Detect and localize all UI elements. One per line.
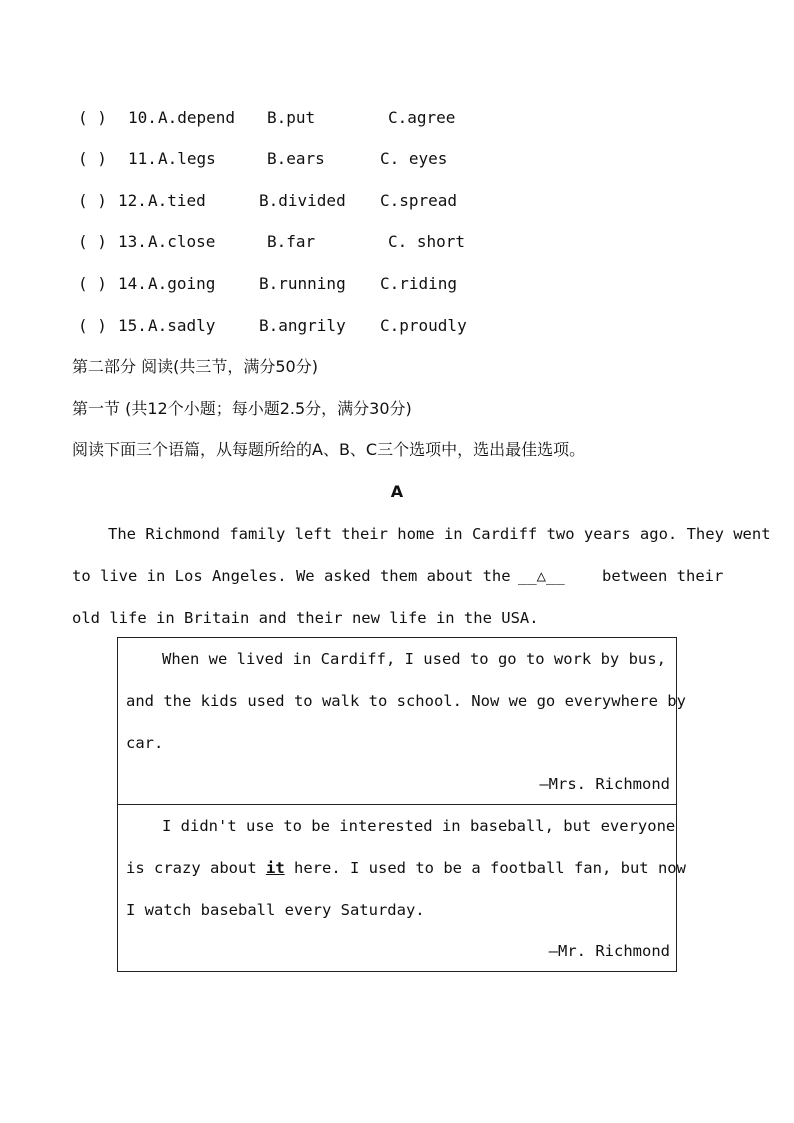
quote-signature: —Mrs. Richmond bbox=[539, 775, 670, 793]
answer-paren: ( ) bbox=[78, 149, 107, 168]
quote-line bbox=[126, 857, 686, 879]
option-b: B.far bbox=[267, 232, 316, 251]
quote-signature: —Mr. Richmond bbox=[548, 942, 670, 960]
option-b: B.running bbox=[259, 274, 346, 293]
quote-line: car. bbox=[126, 734, 164, 752]
question-number: 13. bbox=[118, 232, 147, 251]
option-b: B.put bbox=[267, 108, 316, 127]
answer-paren: ( ) bbox=[78, 232, 107, 251]
option-b: B.ears bbox=[267, 149, 325, 168]
option-b: B.angrily bbox=[259, 316, 346, 335]
quote-text: is crazy about bbox=[126, 859, 257, 877]
passage-line: The Richmond family left their home in Cardiff two years ago. They went bbox=[108, 525, 771, 543]
quote-line: and the kids used to walk to school. Now we go everywhere by bbox=[126, 692, 686, 710]
question-number: 12. bbox=[118, 191, 147, 210]
option-c: C. short bbox=[388, 232, 466, 251]
question-number: 10. bbox=[128, 108, 157, 127]
quote-table bbox=[117, 637, 686, 972]
passage-text: between their bbox=[602, 567, 724, 585]
passage-heading: A bbox=[390, 482, 404, 501]
quote-cell bbox=[118, 638, 686, 805]
option-a: A.going bbox=[148, 274, 216, 293]
quote-line: I watch baseball every Saturday. bbox=[126, 901, 425, 919]
question-number: 11. bbox=[128, 149, 157, 168]
answer-paren: ( ) bbox=[78, 274, 107, 293]
option-a: A.depend bbox=[158, 108, 236, 127]
option-a: A.tied bbox=[148, 191, 206, 210]
highlighted-word: it bbox=[266, 859, 285, 877]
answer-paren: ( ) bbox=[78, 316, 107, 335]
option-c: C.proudly bbox=[380, 316, 467, 335]
option-c: C.agree bbox=[388, 108, 456, 127]
subsection-title: 第一节 (共12个小题；每小题2.5分，满分30分) bbox=[72, 399, 412, 418]
option-a: A.close bbox=[148, 232, 216, 251]
question-number: 14. bbox=[118, 274, 147, 293]
option-a: A.legs bbox=[158, 149, 216, 168]
answer-paren: ( ) bbox=[78, 108, 107, 127]
quote-line: When we lived in Cardiff, I used to go to work by bus, bbox=[162, 650, 666, 668]
passage-line: old life in Britain and their new life in the USA. bbox=[72, 609, 539, 627]
option-c: C.spread bbox=[380, 191, 458, 210]
passage-line bbox=[72, 565, 724, 587]
instruction: 阅读下面三个语篇，从每题所给的A、B、C三个选项中，选出最佳选项。 bbox=[72, 440, 586, 459]
answer-paren: ( ) bbox=[78, 191, 107, 210]
answer-blank: __△__ bbox=[518, 567, 565, 585]
quote-line: I didn't use to be interested in baseball, but everyone bbox=[162, 817, 676, 835]
option-a: A.sadly bbox=[148, 316, 216, 335]
question-number: 15. bbox=[118, 316, 147, 335]
part-title: 第二部分 阅读(共三节，满分50分) bbox=[72, 357, 318, 376]
quote-text: here. I used to be a football fan, but now bbox=[294, 859, 686, 877]
option-b: B.divided bbox=[259, 191, 346, 210]
passage-text: to live in Los Angeles. We asked them about the bbox=[72, 567, 511, 585]
quote-cell bbox=[118, 805, 686, 971]
option-c: C. eyes bbox=[380, 149, 448, 168]
option-c: C.riding bbox=[380, 274, 458, 293]
